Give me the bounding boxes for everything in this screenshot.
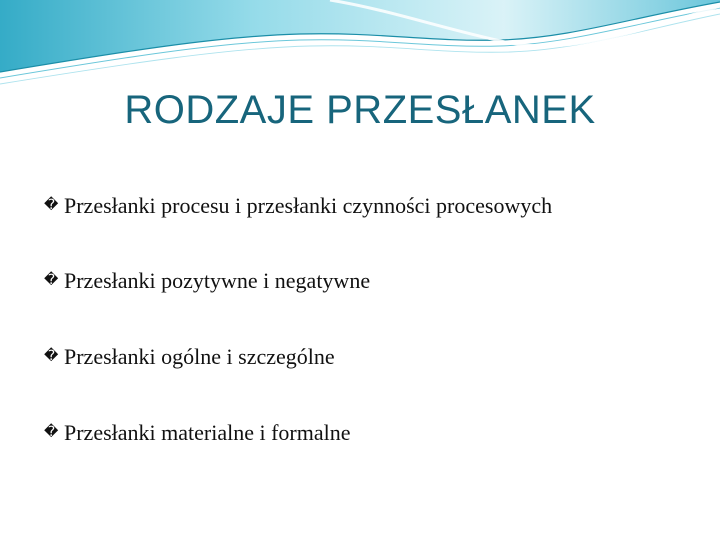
bullet-item xyxy=(44,265,684,296)
slide-title: RODZAJE PRZESŁANEK xyxy=(124,88,596,132)
bullet-item xyxy=(44,417,684,448)
bullet-icon: � xyxy=(44,198,59,213)
bullet-icon: � xyxy=(44,273,59,288)
bullet-item xyxy=(44,190,684,221)
bullet-icon: � xyxy=(44,425,59,440)
bullet-icon: � xyxy=(44,349,59,364)
bullet-list xyxy=(44,190,684,448)
bullet-item xyxy=(44,341,684,372)
bullet-text: Przesłanki procesu i przesłanki czynności procesowych xyxy=(64,193,553,218)
bullet-text: Przesłanki materialne i formalne xyxy=(64,420,351,445)
bullet-text: Przesłanki pozytywne i negatywne xyxy=(64,268,371,293)
header-wave-decoration xyxy=(0,0,720,90)
bullet-text: Przesłanki ogólne i szczególne xyxy=(64,344,335,369)
